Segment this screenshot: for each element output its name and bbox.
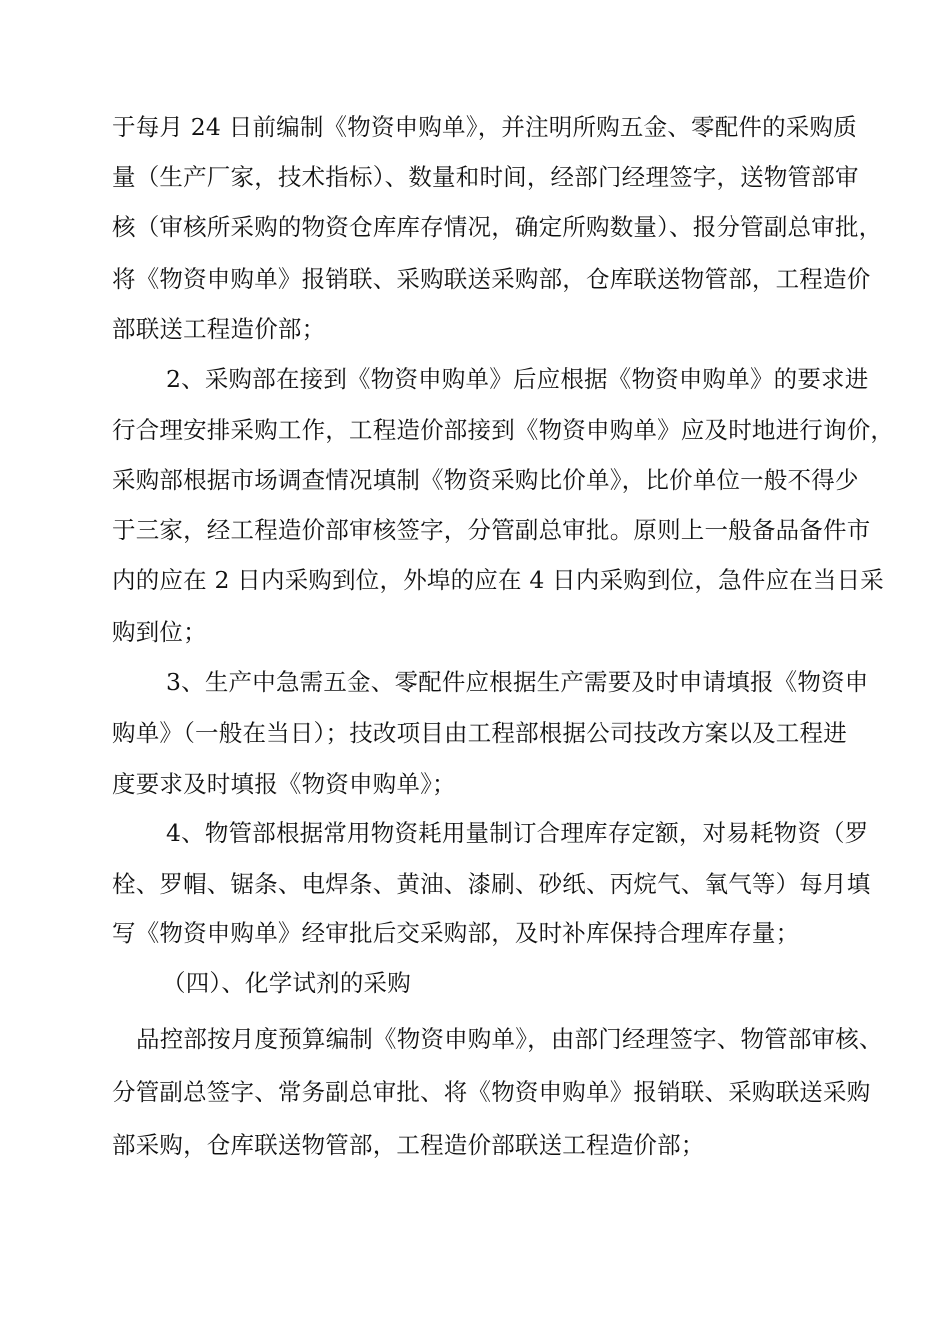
heading-line: （四）、化学试剂的采购 bbox=[162, 969, 411, 997]
paragraph-line: 栓、罗帽、锯条、电焊条、黄油、漆刷、砂纸、丙烷气、氧气等）每月填 bbox=[112, 870, 871, 898]
paragraph-line: 购单》（一般在当日）；技改项目由工程部根据公司技改方案以及工程进 bbox=[112, 719, 847, 747]
paragraph-line: 部联送工程造价部； bbox=[112, 315, 326, 343]
paragraph-line: 量（生产厂家，技术指标）、数量和时间，经部门经理签字，送物管部审 bbox=[112, 163, 859, 191]
paragraph-line: 4、物管部根据常用物资耗用量制订合理库存定额，对易耗物资（罗 bbox=[166, 819, 869, 847]
paragraph-line: 分管副总签字、常务副总审批、将《物资申购单》报销联、采购联送采购 bbox=[112, 1078, 871, 1106]
paragraph-line: 采购部根据市场调查情况填制《物资采购比价单》，比价单位一般不得少 bbox=[112, 466, 859, 494]
paragraph-line: 行合理安排采购工作，工程造价部接到《物资申购单》应及时地进行询价， bbox=[112, 416, 895, 444]
paragraph-line: 度要求及时填报《物资申购单》； bbox=[112, 770, 456, 798]
paragraph-line: 核（审核所采购的物资仓库库存情况，确定所购数量）、报分管副总审批， bbox=[112, 213, 883, 241]
paragraph-line: 品控部按月度预算编制《物资申购单》，由部门经理签字、物管部审核、 bbox=[136, 1025, 883, 1053]
paragraph-line: 购到位； bbox=[112, 618, 207, 646]
paragraph-line: 2、采购部在接到《物资申购单》后应根据《物资申购单》的要求进 bbox=[166, 365, 869, 393]
paragraph-line: 内的应在 2 日内采购到位，外埠的应在 4 日内采购到位，急件应在当日采 bbox=[112, 566, 884, 594]
paragraph-line: 于三家，经工程造价部审核签字，分管副总审批。原则上一般备品备件市 bbox=[112, 516, 871, 544]
paragraph-line: 3、生产中急需五金、零配件应根据生产需要及时申请填报《物资申 bbox=[166, 668, 869, 696]
paragraph-line: 于每月 24 日前编制《物资申购单》，并注明所购五金、零配件的采购质 bbox=[112, 113, 857, 141]
paragraph-line: 部采购，仓库联送物管部，工程造价部联送工程造价部； bbox=[112, 1131, 705, 1159]
paragraph-line: 将《物资申购单》报销联、采购联送采购部，仓库联送物管部，工程造价 bbox=[112, 265, 871, 293]
paragraph-line: 写《物资申购单》经审批后交采购部，及时补库保持合理库存量； bbox=[112, 919, 800, 947]
